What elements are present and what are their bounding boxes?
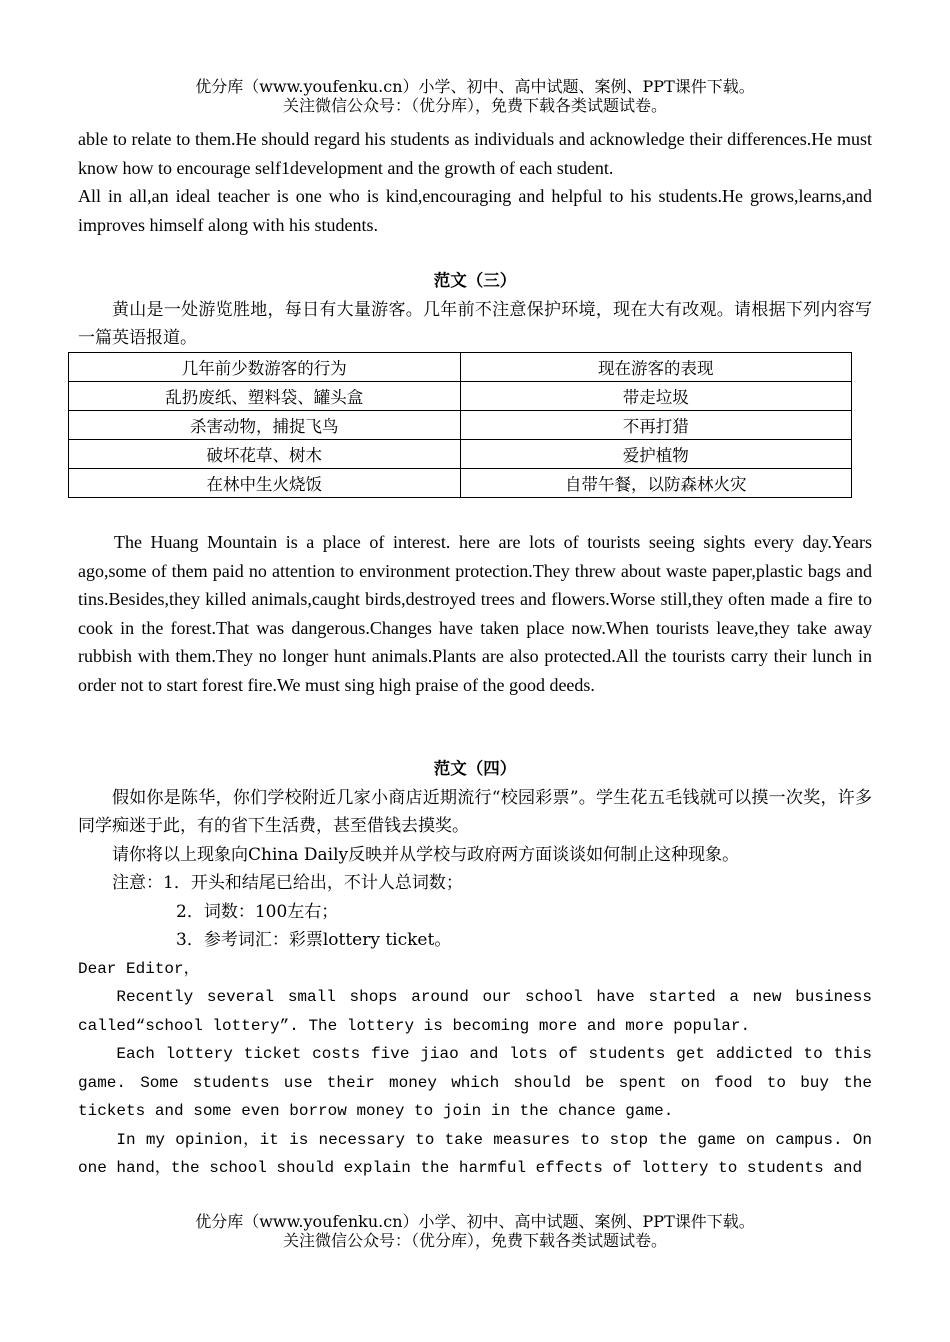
table-cell: 杀害动物，捕捉飞鸟 xyxy=(69,411,461,440)
section-4-note-2: 2．词数：100左右； xyxy=(176,901,339,922)
intro-block xyxy=(78,125,872,239)
section-3-prompt: 黄山是一处游览胜地，每日有大量游客。几年前不注意保护环境，现在大有改观。请根据下列内容写一篇英语报道。 xyxy=(78,299,872,348)
footer-line-1: 优分库（www.youfenku.cn）小学、初中、高中试题、案例、PPT课件下载。 xyxy=(195,1212,755,1231)
table-cell: 不再打猎 xyxy=(460,411,852,440)
table-cell: 带走垃圾 xyxy=(460,382,852,411)
header-line-2: 关注微信公众号：（优分库），免费下载各类试题试卷。 xyxy=(282,96,667,115)
section-3-essay: The Huang Mountain is a place of interest. here are lots of tourists seeing sights every day.Years ago,some of them paid no attention to environment protection.They threw about waste paper,plastic bags and tins.Besides,they killed animals,caught birds,destroyed trees and flowers.Worse still,they often made a fire to cook in the forest.That was dangerous.Changes have taken place now.When tourists leave,they take away rubbish with them.They no longer hunt animals.Plants are also protected.All the tourists carry their lunch in order not to start forest fire.We must sing high praise of the good deeds. xyxy=(78,532,872,695)
table-header-row xyxy=(69,353,852,382)
letter-paragraph-2: Each lottery ticket costs five jiao and lots of students get addicted to this game. Some students use their money which should be spent on food to buy the tickets and some even borrow money to join in the chance game. xyxy=(78,1045,872,1120)
intro-paragraph-2: All in all,an ideal teacher is one who is kind,encouraging and helpful to his students.He grows,learns,and improves himself along with his students. xyxy=(78,186,872,235)
table-cell: 爱护植物 xyxy=(460,440,852,469)
header-line-1: 优分库（www.youfenku.cn）小学、初中、高中试题、案例、PPT课件下载。 xyxy=(195,77,755,96)
section-4 xyxy=(78,755,872,1183)
section-4-note-1: 注意：1．开头和结尾已给出，不计人总词数； xyxy=(112,873,463,893)
table-header-cell: 现在游客的表现 xyxy=(460,353,852,382)
section-3-title: 范文（三） xyxy=(433,271,517,290)
section-4-title: 范文（四） xyxy=(433,759,517,778)
intro-paragraph-1: able to relate to them.He should regard his students as individuals and acknowledge their differences.He must know how to encourage self1development and the growth of each student. xyxy=(78,129,872,178)
table-row xyxy=(69,440,852,469)
table-header-cell: 几年前少数游客的行为 xyxy=(69,353,461,382)
table-row xyxy=(69,469,852,498)
letter-paragraph-3: In my opinion，it is necessary to take measures to stop the game on campus. On one hand，the school should explain the harmful effects of lottery to students and xyxy=(78,1130,872,1177)
footer-line-2: 关注微信公众号：（优分库），免费下载各类试题试卷。 xyxy=(282,1231,667,1250)
section-4-prompt-1: 假如你是陈华，你们学校附近几家小商店近期流行“校园彩票”。学生花五毛钱就可以摸一次奖，许多同学痴迷于此，有的省下生活费，甚至借钱去摸奖。 xyxy=(78,787,872,836)
behavior-table-wrap xyxy=(78,352,872,498)
table-cell: 在林中生火烧饭 xyxy=(69,469,461,498)
section-3-essay-block xyxy=(78,528,872,699)
section-3 xyxy=(78,267,872,353)
table-row xyxy=(69,411,852,440)
behavior-table xyxy=(68,352,852,498)
table-row xyxy=(69,382,852,411)
table-cell: 自带午餐，以防森林火灾 xyxy=(460,469,852,498)
letter-greeting: Dear Editor， xyxy=(78,959,200,978)
page-footer xyxy=(0,1212,950,1250)
table-cell: 破坏花草、树木 xyxy=(69,440,461,469)
page-header xyxy=(0,77,950,115)
table-cell: 乱扔废纸、塑料袋、罐头盒 xyxy=(69,382,461,411)
section-4-note-3: 3．参考词汇：彩票lottery ticket。 xyxy=(176,930,452,950)
letter-paragraph-1: Recently several small shops around our school have started a new business called“school lottery”. The lottery is becoming more and more popular. xyxy=(78,988,872,1035)
section-4-prompt-2: 请你将以上现象向China Daily反映并从学校与政府两方面谈谈如何制止这种现象。 xyxy=(112,844,740,865)
